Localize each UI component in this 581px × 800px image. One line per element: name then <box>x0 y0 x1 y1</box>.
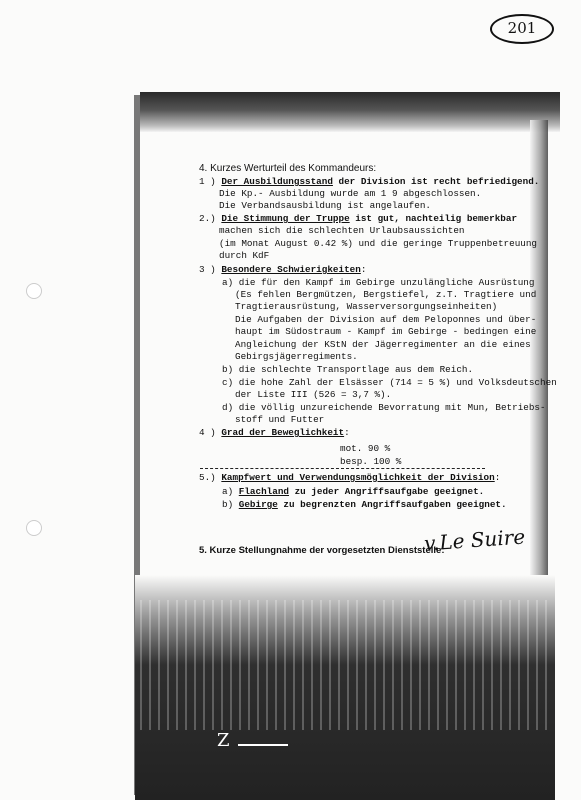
item-number: 2.) <box>199 213 216 224</box>
mobility-horse-drawn: besp. 100 % <box>340 456 402 467</box>
item-1-line-3: Die Verbandsausbildung ist angelaufen. <box>219 200 432 211</box>
item-label: Die Stimmung der Truppe <box>221 213 350 224</box>
mobility-motorized: mot. 90 % <box>340 443 391 454</box>
item-number: a) <box>222 486 234 497</box>
punch-hole <box>26 283 42 299</box>
item-label: Flachland <box>238 486 289 497</box>
item-text: zu jeder Angriffsaufgabe geeignet. <box>288 486 485 497</box>
item-3d-line-2: stoff und Futter <box>235 414 325 425</box>
photocopy-top-shadow <box>140 92 560 132</box>
item-number: b) <box>222 499 234 510</box>
item-4-line-1 <box>199 427 350 438</box>
item-text: der Division ist recht befriedigend. <box>332 176 540 187</box>
item-3c-line-2: der Liste III (526 = 3,7 %). <box>235 389 392 400</box>
item-3a-line-6: Angleichung der KStN der Jägerregimenter an die eines <box>235 339 531 350</box>
page-number-stamp: 201 <box>490 14 554 44</box>
section-4-heading: 4. Kurzes Werturteil des Kommandeurs: <box>199 163 377 174</box>
colon: : <box>494 472 501 483</box>
item-5a <box>222 486 484 497</box>
item-number: 5.) <box>199 472 216 483</box>
item-2-line-1 <box>199 213 517 224</box>
colon: : <box>360 264 367 275</box>
item-3a-line-4: Die Aufgaben der Division auf dem Peloponnes und über- <box>235 314 537 325</box>
item-3d-line-1: d) die völlig unzureichende Bevorratung mit Mun, Betriebs- <box>222 402 546 413</box>
section-5-heading: 5. Kurze Stellungnahme der vorgesetzten Dienststelle: <box>199 545 445 556</box>
item-2-line-3: (im Monat August 0.42 %) und die geringe Truppenbetreuung <box>219 238 538 249</box>
item-number: 4 ) <box>199 427 216 438</box>
item-3a-line-3: Tragtierausrüstung, Wasserversorgungseinheiten) <box>235 301 498 312</box>
item-3-line-1 <box>199 264 366 275</box>
item-1-line-1 <box>199 176 539 187</box>
item-5-line-1 <box>199 472 500 483</box>
item-text: zu begrenzten Angriffsaufgaben geeignet. <box>277 499 507 510</box>
dashed-separator <box>200 468 485 469</box>
item-label: Kampfwert und Verwendungsmöglichkeit der Division <box>221 472 495 483</box>
item-3a-line-5: haupt im Südostraum - Kampf im Gebirge - bedingen eine <box>235 326 537 337</box>
item-number: 3 ) <box>199 264 216 275</box>
item-3c-line-1: c) die hohe Zahl der Elsässer (714 = 5 %) und Volksdeutschen <box>222 377 557 388</box>
item-label: Der Ausbildungsstand <box>221 176 333 187</box>
item-number: 1 ) <box>199 176 216 187</box>
item-2-line-4: durch KdF <box>219 250 270 261</box>
item-label: Gebirge <box>238 499 278 510</box>
punch-hole <box>26 520 42 536</box>
photocopy-noise <box>140 600 550 730</box>
colon: : <box>344 427 350 438</box>
item-5b <box>222 499 507 510</box>
item-2-line-2: machen sich die schlechten Urlaubsaussichten <box>219 225 465 236</box>
item-label: Besondere Schwierigkeiten <box>221 264 361 275</box>
item-3a-line-2: (Es fehlen Bergmützen, Bergstiefel, z.T. Tragtiere und <box>235 289 537 300</box>
item-3a-line-7: Gebirgsjägerregiments. <box>235 351 358 362</box>
item-label: Grad der Beweglichkeit <box>221 427 345 438</box>
item-3b: b) die schlechte Transportlage aus dem Reich. <box>222 364 474 375</box>
bottom-line <box>238 744 288 746</box>
item-text: ist gut, nachteilig bemerkbar <box>349 213 518 224</box>
handwritten-signature: v.Le Suire <box>423 524 526 556</box>
item-3a-line-1: a) die für den Kampf im Gebirge unzulängliche Ausrüstung <box>222 277 535 288</box>
item-1-line-2: Die Kp.- Ausbildung wurde am 1 9 abgeschlossen. <box>219 188 482 199</box>
bottom-mark: Z <box>217 730 230 751</box>
